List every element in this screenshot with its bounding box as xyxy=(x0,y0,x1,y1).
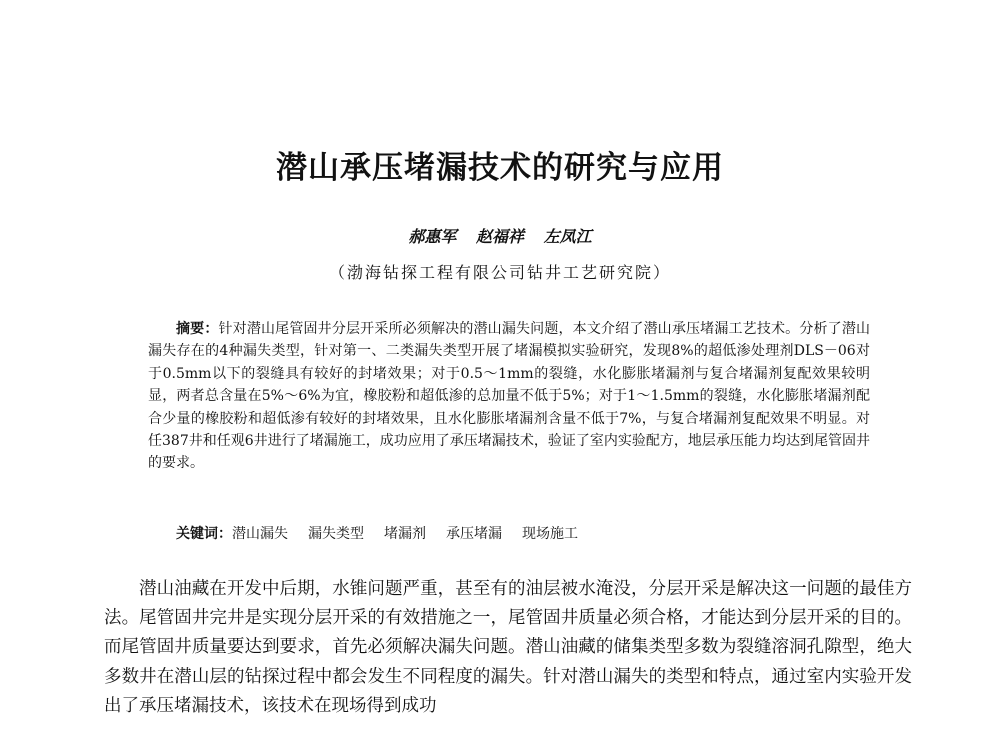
abstract-label: 摘要： xyxy=(176,321,219,337)
keyword-item: 漏失类型 xyxy=(308,526,364,542)
keyword-item: 现场施工 xyxy=(522,526,578,542)
body-paragraph: 潜山油藏在开发中后期，水锥问题严重，甚至有的油层被水淹没，分层开采是解决这一问题的最佳方法。尾管固井完井是实现分层开采的有效措施之一，尾管固井质量必须合格，才能达到分层开采的目的。而尾管固井质量要达到要求，首先必须解决漏失问题。潜山油藏的储集类型多数为裂缝溶洞孔隙型，绝大多数井在潜山层的钻探过程中都会发生不同程度的漏失。针对潜山漏失的类型和特点，通过室内实验开发出了承压堵漏技术，该技术在现场得到成功 xyxy=(104,579,912,716)
author-list: 郝惠军 赵福祥 左凤江 xyxy=(408,227,592,246)
keyword-item: 堵漏剂 xyxy=(384,526,426,542)
paper-title: 潜山承压堵漏技术的研究与应用 xyxy=(276,150,724,186)
keyword-item: 承压堵漏 xyxy=(446,526,502,542)
keywords xyxy=(176,523,866,545)
author-affiliation: （渤海钻探工程有限公司钻井工艺研究院） xyxy=(328,263,671,282)
abstract-text: 针对潜山尾管固井分层开采所必须解决的潜山漏失问题，本文介绍了潜山承压堵漏工艺技术。分析了潜山漏失存在的4种漏失类型，针对第一、二类漏失类型开展了堵漏模拟实验研究，发现8%的超低渗处理剂DLS－06对于0.5mm以下的裂缝具有较好的封堵效果；对于0.5～1mm的裂缝，水化膨胀堵漏剂与复合堵漏剂复配效果较明显，两者总含量在5%～6%为宜，橡胶粉和超低渗的总加量不低于5%；对于1～1.5mm的裂缝，水化膨胀堵漏剂配合少量的橡胶粉和超低渗有较好的封堵效果，且水化膨胀堵漏剂含量不低于7%，与复合堵漏剂复配效果不明显。对任387井和任观6井进行了堵漏施工，成功应用了承压堵漏技术，验证了室内实验配方，地层承压能力均达到尾管固井的要求。 xyxy=(148,321,870,472)
keyword-item: 潜山漏失 xyxy=(232,526,288,542)
keywords-label: 关键词： xyxy=(176,526,232,542)
abstract xyxy=(148,318,870,475)
